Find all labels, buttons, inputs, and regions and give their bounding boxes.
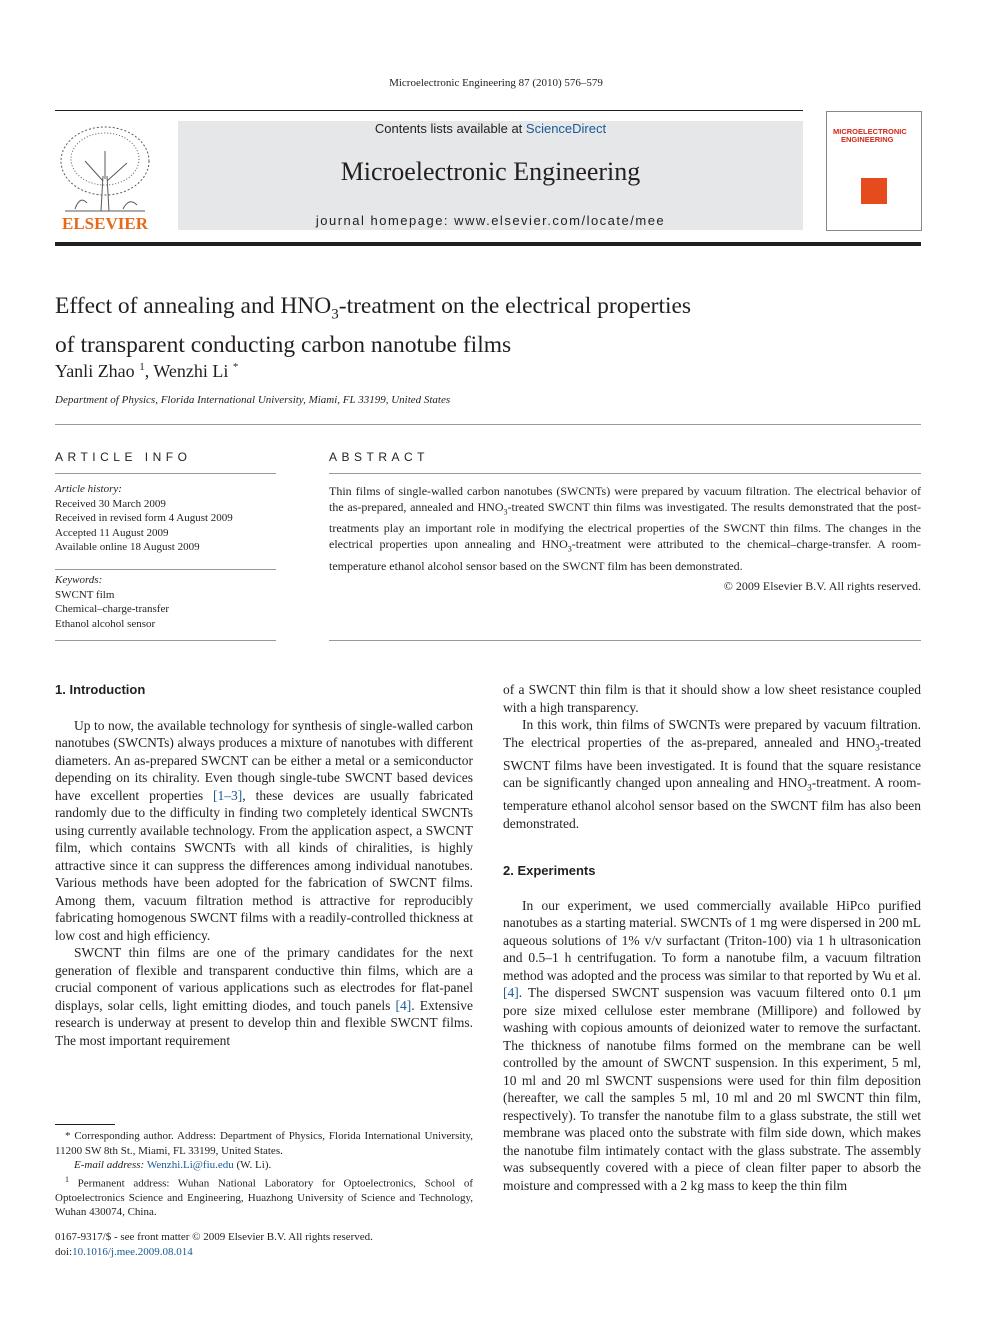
history-item: Accepted 11 August 2009 [55, 526, 169, 539]
doi-line: doi:10.1016/j.mee.2009.08.014 [55, 1245, 193, 1258]
article-history [55, 482, 233, 555]
cover-title [833, 128, 915, 144]
author-footnote-mark[interactable]: 1 [139, 361, 145, 373]
abstract-copyright: © 2009 Elsevier B.V. All rights reserved. [723, 579, 921, 593]
footnote-email: E-mail address: Wenzhi.Li@fiu.edu (W. Li). [74, 1159, 272, 1171]
title-part: -treatment on the electrical properties [338, 293, 692, 319]
footnotes [55, 1129, 473, 1220]
journal-citation: Microelectronic Engineering 87 (2010) 576–579 [389, 77, 603, 89]
title-line2: of transparent conducting carbon nanotube films [55, 331, 512, 358]
section-heading-introduction: 1. Introduction [55, 682, 146, 697]
author-separator: , [144, 361, 154, 381]
divider [55, 640, 276, 641]
author-list [55, 361, 238, 382]
history-item: Received 30 March 2009 [55, 497, 166, 510]
section-heading-experiments: 2. Experiments [503, 863, 596, 879]
journal-cover-thumbnail [826, 111, 922, 231]
divider [329, 473, 921, 474]
abstract-heading: ABSTRACT [329, 450, 430, 464]
title-part: Effect of annealing and HNO [55, 293, 332, 319]
contents-line [178, 121, 803, 136]
history-label: Article history: [55, 483, 122, 495]
reference-link[interactable]: [4] [395, 997, 412, 1013]
sciencedirect-link[interactable]: ScienceDirect [525, 121, 607, 136]
paragraph: SWCNT thin films are one of the primary candidates for the next generation of flexible and transparent conductive thin films, which are a crucial component of various applications such as electrodes for flat-panel displays, solar cells, light emitting diodes, and touch panels [4]. Extensive research is underway at present to develop thin and flexible SWCNT films. The most important requirement [55, 945, 473, 1048]
reference-link[interactable]: [1–3] [213, 787, 243, 803]
history-item: Received in revised form 4 August 2009 [55, 512, 233, 524]
paragraph: of a SWCNT thin film is that it should show a low sheet resistance coupled with a high transparency. [503, 682, 921, 715]
header-thick-rule [55, 242, 921, 246]
corresponding-author-mark[interactable]: * [232, 361, 239, 373]
journal-homepage[interactable]: journal homepage: www.elsevier.com/locate/mee [315, 213, 666, 228]
divider [55, 473, 276, 474]
body-column-left [55, 681, 473, 1049]
paragraph: In this work, thin films of SWCNTs were prepared by vacuum filtration. The electrical properties of the as-prepared, annealed and $HNO_3$-treated SWCNT films have been investigated. It is found that the square resistance can be significantly changed upon annealing and $HNO_3$-treatment. A room-temperature ethanol alcohol sensor based on the SWCNT film has also been demonstrated. [503, 717, 921, 831]
author-name: Wenzhi Li [153, 361, 229, 381]
contents-prefix: Contents lists available at [374, 121, 526, 136]
cover-title-line1: MICROELECTRONIC [833, 127, 907, 136]
publisher-wordmark: ELSEVIER [62, 214, 148, 233]
author-name: Yanli Zhao [55, 361, 135, 381]
keywords-label: Keywords: [55, 574, 103, 586]
cover-title-line2: ENGINEERING [841, 135, 894, 144]
article-info-heading: ARTICLE INFO [55, 450, 192, 464]
divider [329, 640, 921, 641]
abstract-text: Thin films of single-walled carbon nanotubes (SWCNTs) were prepared by vacuum filtration. The electrical behavior of the as-prepared, annealed and $HNO_3$-treated SWCNT thin films was investigated. The results demonstrated that the post-treatments play an important role in modifying the electrical properties of the SWCNT thin films. The changes in the electrical properties upon annealing and $HNO_3$-treatment were attributed to the chemical–charge-transfer. A room-temperature ethanol alcohol sensor based on the SWCNT film has been demonstrated. [329, 484, 922, 573]
footnote-corresponding: * Corresponding author. Address: Department of Physics, Florida International University, 11200 SW 8th St., Miami, FL 33199, United States. [55, 1130, 473, 1157]
affiliation: Department of Physics, Florida International University, Miami, FL 33199, United States [55, 394, 451, 406]
email-link[interactable]: Wenzhi.Li@fiu.edu [146, 1159, 234, 1171]
elsevier-tree-icon [55, 121, 155, 233]
body-column-right [503, 681, 921, 1194]
footnote-rule [55, 1124, 115, 1125]
issn-line: 0167-9317/$ - see front matter © 2009 Elsevier B.V. All rights reserved. [55, 1231, 373, 1243]
divider [55, 569, 276, 570]
front-matter [55, 1230, 373, 1259]
doi-link[interactable]: 10.1016/j.mee.2009.08.014 [72, 1245, 193, 1258]
paragraph: Up to now, the available technology for synthesis of single-walled carbon nanotubes (SWCNTs) always produces a mixture of nanotubes with different diameters. An as-prepared SWCNT can be either a metal or a semiconductor depending on its chirality. Even though single-tube SWCNT based devices have excellent properties [1–3], these devices are usually fabricated randomly due to the difficulty in finding two completely identical SWCNTs using currently available technology. From the application aspect, a SWCNT film, which contains SWCNTs with all kinds of chiralities, is highly attractive since it can suppress the differences among individual nanotubes. Various methods have been adopted for the fabrication of SWCNT films. Among them, vacuum filtration method is attractive for reproducibly fabricating homogenous SWCNT films with a readily-controlled thickness at low cost and high efficiency. [55, 717, 474, 943]
journal-title: Microelectronic Engineering [340, 157, 641, 186]
divider [55, 424, 921, 425]
keywords [55, 573, 169, 631]
keyword: SWCNT film [55, 588, 115, 601]
keyword: Chemical–charge-transfer [55, 603, 170, 615]
history-item: Available online 18 August 2009 [55, 541, 200, 553]
cover-image [861, 178, 887, 204]
article-title [55, 291, 875, 360]
header-rule [55, 110, 803, 111]
keyword: Ethanol alcohol sensor [55, 617, 156, 630]
elsevier-logo [55, 121, 155, 233]
footnote-permanent-address: $^1$ Permanent address: Wuhan National Laboratory for Optoelectronics, School of Optoelectronics Science and Engineering, Huazhong University of Science and Technology, Wuhan 430074, China. [55, 1174, 473, 1219]
title-subscript: 3 [331, 306, 339, 323]
paragraph: In our experiment, we used commercially available HiPco purified nanotubes as a starting material. SWCNTs of 1 mg were dispersed in 200 mL aqueous solutions of 1% v/v surfactant (Triton-100) via 1 h ultrasonication and 0.5–1 h centrifugation. To form a nanotube film, a vacuum filtration method was adopted and the process was similar to that reported by Wu et al. [4]. The dispersed SWCNT suspension was vacuum filtered onto 0.1 μm pore size mixed cellulose ester membrane (Millipore) and followed by washing with copious amounts of deionized water to remove the surfactant. The thickness of nanotube films formed on the membrane can be well controlled by the amount of SWCNT suspension. In this experiment, 5 ml, 10 ml and 20 ml SWCNT suspensions were used for thin film deposition (hereafter, we call the samples 5 ml, 10 ml and 20 ml SWCNT thin film, respectively). To transfer the nanotube film to a glass substrate, the still wet membrane was placed onto the substrate with film side down, which makes the nanotube film intimately contact with the glass substrate. The assembly was subsequently covered with a piece of clean filter paper to absorb the moisture and compressed with a 2 kg mass to keep the thin film [503, 897, 921, 1193]
reference-link[interactable]: [4] [503, 985, 519, 1001]
